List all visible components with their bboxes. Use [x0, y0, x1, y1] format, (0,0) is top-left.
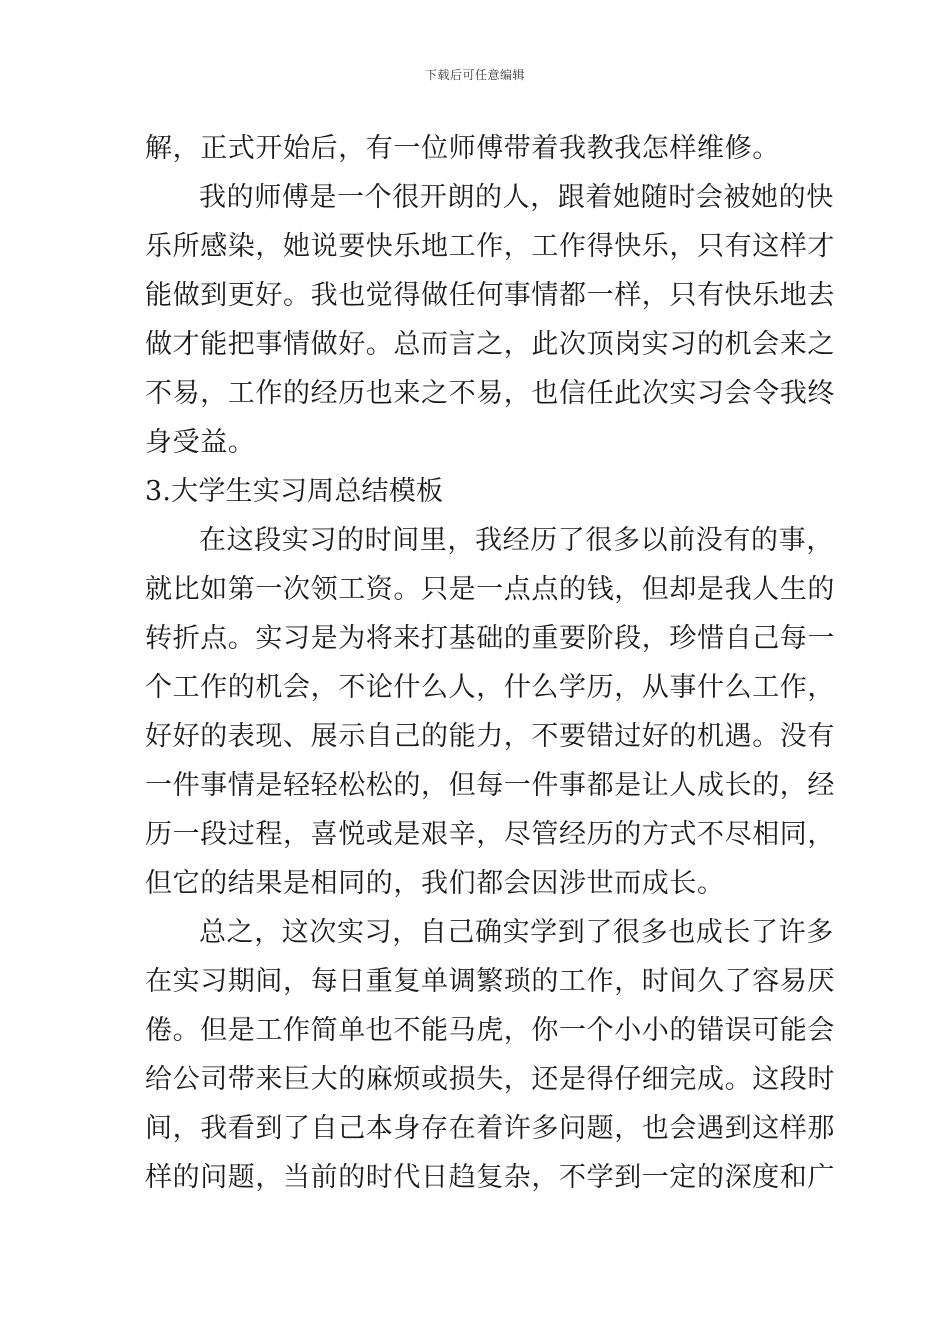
- text-line: 样的问题，当前的时代日趋复杂，不学到一定的深度和广: [145, 1162, 835, 1193]
- text-line: 解，正式开始后，有一位师傅带着我教我怎样维修。: [145, 133, 780, 164]
- header-note: 下载后可任意编辑: [424, 68, 525, 82]
- paragraph-start-line: 我的师傅是一个很开朗的人，跟着她随时会被她的快: [199, 182, 834, 213]
- text-line: 在实习期间，每日重复单调繁琐的工作，时间久了容易厌: [145, 966, 835, 997]
- paragraph-start-line: 在这段实习的时间里，我经历了很多以前没有的事，: [199, 525, 834, 556]
- text-line: 转折点。实习是为将来打基础的重要阶段，珍惜自己每一: [145, 623, 835, 654]
- text-line: 做才能把事情做好。总而言之，此次顶岗实习的机会来之: [145, 329, 835, 360]
- text-line: 就比如第一次领工资。只是一点点的钱，但却是我人生的: [145, 574, 835, 605]
- text-line: 乐所感染，她说要快乐地工作，工作得快乐，只有这样才: [145, 231, 835, 262]
- text-line: 个工作的机会，不论什么人，什么学历，从事什么工作，: [145, 672, 835, 703]
- text-line: 间，我看到了自己本身存在着许多问题，也会遇到这样那: [145, 1113, 835, 1144]
- text-line: 好好的表现、展示自己的能力，不要错过好的机遇。没有: [145, 721, 835, 752]
- text-line: 能做到更好。我也觉得做任何事情都一样，只有快乐地去: [145, 280, 835, 311]
- document-body: [145, 124, 835, 1202]
- paragraph-start-line: 总之，这次实习，自己确实学到了很多也成长了许多: [199, 917, 834, 948]
- text-line: 但它的结果是相同的，我们都会因涉世而成长。: [145, 868, 725, 899]
- text-line: 一件事情是轻轻松松的，但每一件事都是让人成长的，经: [145, 770, 835, 801]
- text-line: 历一段过程，喜悦或是艰辛，尽管经历的方式不尽相同，: [145, 819, 835, 850]
- section-heading: 3.大学生实习周总结模板: [145, 476, 444, 507]
- text-line: 给公司带来巨大的麻烦或损失，还是得仔细完成。这段时: [145, 1064, 835, 1095]
- text-line: 不易，工作的经历也来之不易，也信任此次实习会令我终: [145, 378, 835, 409]
- text-line: 身受益。: [145, 427, 256, 458]
- text-line: 倦。但是工作简单也不能马虎，你一个小小的错误可能会: [145, 1015, 835, 1046]
